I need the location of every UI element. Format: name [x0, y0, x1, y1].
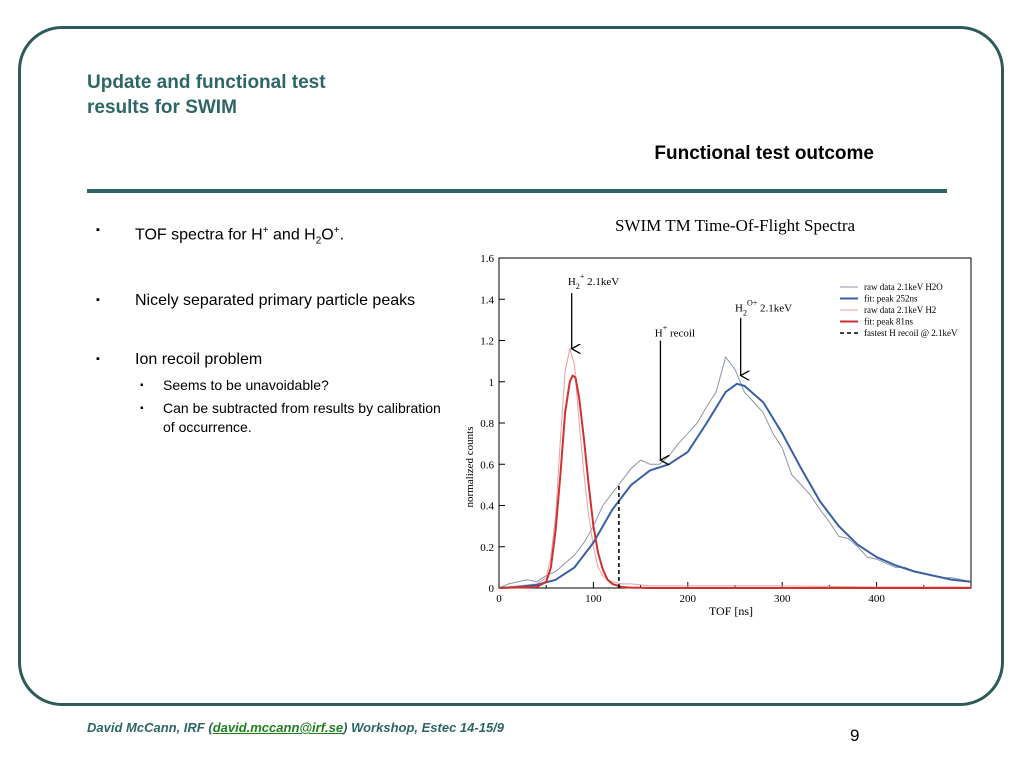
x-tick-label: 200: [679, 593, 697, 605]
y-tick-label: 1: [488, 376, 494, 389]
tof-spectra-chart: [450, 205, 990, 625]
x-tick-label: 400: [868, 593, 885, 605]
page-number: 9: [850, 726, 860, 745]
sub-bullet-list: [135, 376, 446, 437]
series-line-3: [499, 376, 971, 588]
legend-label-1: fit: peak 252ns: [864, 293, 918, 304]
bullet-ion-recoil: ▪ Ion recoil problem ▪ Seems to be unavoidable? ▪ Can be subtracted from results by calibration of occurrence.: [96, 349, 446, 437]
bullet-tof-spectra: ▪ TOF spectra for H+ and $H_2O^+$.: [96, 220, 446, 252]
annotation-label-2: $H_2^{O+}$ 2.1keV: [735, 298, 793, 318]
divider-rule: [87, 189, 947, 193]
legend-label-3: fit: peak 81ns: [864, 316, 913, 327]
y-axis-label: normalized counts: [464, 426, 476, 508]
slide-title-line1: Update and functional test: [87, 72, 326, 93]
legend-label-0: raw data 2.1keV H2O: [864, 282, 943, 292]
y-tick-label: 0: [488, 583, 494, 595]
chart-annotations: [568, 272, 792, 460]
chart-title: SWIM TM Time-Of-Flight Spectra: [614, 216, 856, 235]
x-tick-label: 300: [773, 593, 791, 605]
x-tick-label: 100: [585, 593, 602, 605]
bullet-list: [96, 220, 446, 441]
y-tick-label: 1.4: [480, 294, 494, 307]
footer-email-link[interactable]: david.mccann@irf.se: [212, 720, 344, 735]
slide-title-line2: results for SWIM: [87, 97, 237, 118]
y-tick-label: 0.2: [480, 541, 494, 554]
x-axis-label: TOF [ns]: [708, 604, 754, 618]
legend-label-2: raw data 2.1keV H2: [864, 305, 937, 315]
bullet-separated-peaks: ▪ Nicely separated primary particle peaks: [96, 290, 446, 311]
slide-title: [87, 70, 507, 120]
sub-bullet-unavoidable: ▪ Seems to be unavoidable?: [140, 376, 446, 395]
y-tick-label: 1.2: [480, 335, 494, 348]
section-title: Functional test outcome: [654, 143, 874, 164]
annotation-label-0: $H_2^+$ 2.1keV: [567, 271, 620, 291]
chart-series: [499, 349, 971, 588]
footer-suffix: ) Workshop, Estec 14-15/9: [343, 720, 505, 735]
footer-credit: [87, 720, 504, 735]
y-tick-label: 1.6: [480, 253, 494, 265]
sub-bullet-subtracted: ▪ Can be subtracted from results by calibration of occurrence.: [140, 399, 446, 437]
footer-prefix: David McCann, IRF (: [87, 720, 213, 735]
y-tick-label: 0.6: [480, 459, 494, 472]
series-line-1: [499, 384, 971, 588]
annotation-label-1: H+ recoil: [654, 323, 696, 340]
chart-legend: [840, 282, 958, 338]
y-tick-label: 0.8: [480, 418, 494, 430]
legend-label-4: fastest H recoil @ 2.1keV: [864, 328, 958, 338]
series-line-0: [499, 357, 971, 588]
y-tick-label: 0.4: [480, 500, 494, 513]
x-tick-label: 0: [496, 593, 502, 605]
